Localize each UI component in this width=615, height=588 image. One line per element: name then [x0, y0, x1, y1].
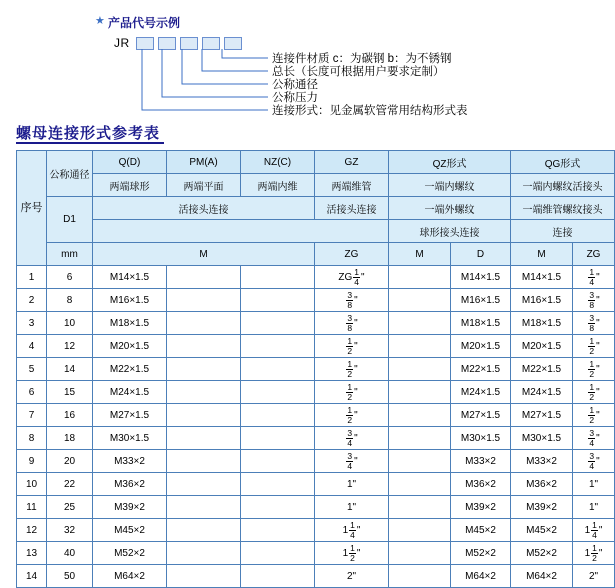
cell-pm: [167, 358, 241, 381]
cell-qg-m: M52×2: [511, 542, 573, 565]
cell-gz: 1 $\frac{1}{2}$ ": [315, 542, 389, 565]
cell-qz-d: M24×1.5: [451, 381, 511, 404]
header-sub-m: M: [93, 243, 315, 266]
cell-index: 6: [17, 381, 47, 404]
cell-qg-zg: 1": [573, 473, 615, 496]
cell-qg-zg: $\frac{3}{8}$ ": [573, 289, 615, 312]
cell-index: 1: [17, 266, 47, 289]
cell-index: 9: [17, 450, 47, 473]
cell-qz-d: M20×1.5: [451, 335, 511, 358]
header-q-desc: 两端球形: [93, 174, 167, 197]
cell-q: M22×1.5: [93, 358, 167, 381]
header-group-qg: QG形式: [511, 151, 615, 174]
cell-qz-d: M16×1.5: [451, 289, 511, 312]
header-d1: D1: [47, 197, 93, 243]
cell-qz-m: [389, 312, 451, 335]
cell-nz: [241, 266, 315, 289]
cell-gz: $\frac{3}{8}$ ": [315, 289, 389, 312]
table-row: [17, 519, 615, 542]
cell-index: 14: [17, 565, 47, 588]
cell-pm: [167, 289, 241, 312]
header-qz-desc: 一端内螺纹: [389, 174, 511, 197]
cell-gz: ZG $\frac{1}{4}$ ": [315, 266, 389, 289]
header-group-qz: QZ形式: [389, 151, 511, 174]
cell-qg-zg: $\frac{1}{2}$ ": [573, 358, 615, 381]
cell-qz-d: M45×2: [451, 519, 511, 542]
cell-qg-zg: 1 $\frac{1}{4}$ ": [573, 519, 615, 542]
cell-qz-m: [389, 404, 451, 427]
cell-index: 5: [17, 358, 47, 381]
header-group-nz: NZ(C): [241, 151, 315, 174]
cell-qg-zg: $\frac{3}{4}$ ": [573, 450, 615, 473]
cell-index: 2: [17, 289, 47, 312]
cell-pm: [167, 404, 241, 427]
table-row: [17, 496, 615, 519]
cell-nz: [241, 381, 315, 404]
spec-table-wrapper: [16, 150, 603, 588]
table-row: [17, 266, 615, 289]
cell-qg-zg: $\frac{1}{2}$ ": [573, 335, 615, 358]
table-row: [17, 450, 615, 473]
cell-qz-d: M30×1.5: [451, 427, 511, 450]
cell-dn: 6: [47, 266, 93, 289]
callout-nominal-pressure: 公称压力: [272, 92, 318, 104]
cell-dn: 40: [47, 542, 93, 565]
cell-dn: 50: [47, 565, 93, 588]
header-ball-joint: 球形接头连接: [389, 220, 511, 243]
cell-q: M64×2: [93, 565, 167, 588]
header-qz-thread: 一端外螺纹: [389, 197, 511, 220]
cell-qg-zg: $\frac{1}{4}$ ": [573, 266, 615, 289]
cell-pm: [167, 473, 241, 496]
header-nz-desc: 两端内维: [241, 174, 315, 197]
cell-pm: [167, 266, 241, 289]
cell-nz: [241, 312, 315, 335]
cell-dn: 16: [47, 404, 93, 427]
cell-qg-m: M16×1.5: [511, 289, 573, 312]
cell-qz-d: M27×1.5: [451, 404, 511, 427]
cell-nz: [241, 335, 315, 358]
cell-gz: 2": [315, 565, 389, 588]
cell-q: M39×2: [93, 496, 167, 519]
cell-index: 11: [17, 496, 47, 519]
table-row: [17, 335, 615, 358]
cell-nz: [241, 450, 315, 473]
cell-dn: 32: [47, 519, 93, 542]
cell-gz: $\frac{1}{2}$ ": [315, 381, 389, 404]
header-dn: 公称通径: [47, 151, 93, 197]
cell-q: M36×2: [93, 473, 167, 496]
code-prefix: JR: [114, 36, 130, 50]
cell-gz: 1": [315, 473, 389, 496]
cell-qg-m: M39×2: [511, 496, 573, 519]
cell-nz: [241, 427, 315, 450]
cell-dn: 12: [47, 335, 93, 358]
header-sub-zg: ZG: [315, 243, 389, 266]
cell-index: 12: [17, 519, 47, 542]
cell-qz-m: [389, 358, 451, 381]
cell-dn: 15: [47, 381, 93, 404]
cell-qg-m: M45×2: [511, 519, 573, 542]
header-sub-qg-m: M: [511, 243, 573, 266]
cell-q: M24×1.5: [93, 381, 167, 404]
callout-length: 总长（长度可根据用户要求定制）: [272, 66, 445, 78]
cell-gz: $\frac{3}{4}$ ": [315, 450, 389, 473]
cell-qg-m: M22×1.5: [511, 358, 573, 381]
cell-pm: [167, 427, 241, 450]
cell-qz-m: [389, 289, 451, 312]
cell-qz-m: [389, 519, 451, 542]
star-icon: ★: [95, 15, 105, 27]
cell-qz-m: [389, 266, 451, 289]
cell-gz: $\frac{3}{4}$ ": [315, 427, 389, 450]
cell-qz-m: [389, 450, 451, 473]
header-sub-qz-d: D: [451, 243, 511, 266]
cell-pm: [167, 542, 241, 565]
cell-pm: [167, 496, 241, 519]
cell-nz: [241, 289, 315, 312]
cell-dn: 25: [47, 496, 93, 519]
cell-qg-zg: 1": [573, 496, 615, 519]
cell-nz: [241, 358, 315, 381]
cell-qg-m: M27×1.5: [511, 404, 573, 427]
cell-q: M33×2: [93, 450, 167, 473]
cell-q: M27×1.5: [93, 404, 167, 427]
cell-qz-d: M64×2: [451, 565, 511, 588]
cell-qg-zg: $\frac{3}{8}$ ": [573, 312, 615, 335]
cell-nz: [241, 404, 315, 427]
cell-gz: 1 $\frac{1}{4}$ ": [315, 519, 389, 542]
section-underline: [16, 142, 164, 144]
cell-qg-m: M14×1.5: [511, 266, 573, 289]
cell-qz-m: [389, 335, 451, 358]
cell-index: 7: [17, 404, 47, 427]
cell-q: M16×1.5: [93, 289, 167, 312]
cell-q: M14×1.5: [93, 266, 167, 289]
callout-connection-type: 连接形式：见金属软管常用结构形式表: [272, 105, 468, 117]
cell-q: M30×1.5: [93, 427, 167, 450]
cell-nz: [241, 496, 315, 519]
cell-gz: $\frac{1}{2}$ ": [315, 335, 389, 358]
cell-qz-m: [389, 427, 451, 450]
header-group-pm: PM(A): [167, 151, 241, 174]
cell-gz: $\frac{1}{2}$ ": [315, 358, 389, 381]
table-row: [17, 565, 615, 588]
header-unit-mm: mm: [47, 243, 93, 266]
cell-qz-d: M14×1.5: [451, 266, 511, 289]
cell-qg-zg: $\frac{3}{4}$ ": [573, 427, 615, 450]
cell-gz: $\frac{1}{2}$ ": [315, 404, 389, 427]
cell-nz: [241, 519, 315, 542]
cell-qz-d: M22×1.5: [451, 358, 511, 381]
cell-pm: [167, 565, 241, 588]
cell-index: 4: [17, 335, 47, 358]
cell-qg-zg: 1 $\frac{1}{2}$ ": [573, 542, 615, 565]
cell-qz-m: [389, 381, 451, 404]
cell-qz-d: M39×2: [451, 496, 511, 519]
cell-pm: [167, 335, 241, 358]
diagram-title: 产品代号示例: [108, 16, 181, 30]
table-row: [17, 381, 615, 404]
header-group-q: Q(D): [93, 151, 167, 174]
cell-pm: [167, 381, 241, 404]
cell-dn: 20: [47, 450, 93, 473]
cell-qz-d: M36×2: [451, 473, 511, 496]
callout-material: 连接件材质 c：为碳钢 b：为不锈钢: [272, 53, 452, 65]
cell-index: 13: [17, 542, 47, 565]
header-blank-span: [93, 220, 389, 243]
table-row: [17, 358, 615, 381]
cell-qg-zg: $\frac{1}{2}$ ": [573, 404, 615, 427]
cell-q: M45×2: [93, 519, 167, 542]
cell-nz: [241, 473, 315, 496]
cell-dn: 8: [47, 289, 93, 312]
header-group-gz: GZ: [315, 151, 389, 174]
cell-index: 10: [17, 473, 47, 496]
cell-gz: $\frac{3}{8}$ ": [315, 312, 389, 335]
cell-qz-d: M52×2: [451, 542, 511, 565]
cell-dn: 14: [47, 358, 93, 381]
header-union-connection: 活接头连接: [93, 197, 315, 220]
callout-nominal-diameter: 公称通径: [272, 79, 318, 91]
cell-qg-m: M64×2: [511, 565, 573, 588]
cell-gz: 1": [315, 496, 389, 519]
cell-qg-m: M24×1.5: [511, 381, 573, 404]
header-gz-connection: 活接头连接: [315, 197, 389, 220]
cell-qg-m: M33×2: [511, 450, 573, 473]
cell-q: M52×2: [93, 542, 167, 565]
table-row: [17, 473, 615, 496]
spec-table-body: [17, 266, 615, 588]
header-gz-desc: 两端维管: [315, 174, 389, 197]
section-title: 螺母连接形式参考表: [16, 125, 161, 142]
cell-q: M18×1.5: [93, 312, 167, 335]
cell-qz-m: [389, 473, 451, 496]
cell-dn: 18: [47, 427, 93, 450]
cell-pm: [167, 450, 241, 473]
cell-pm: [167, 519, 241, 542]
cell-dn: 10: [47, 312, 93, 335]
cell-qz-d: M33×2: [451, 450, 511, 473]
product-code-diagram: [0, 0, 600, 120]
header-index-label: 序号: [20, 201, 43, 214]
header-sub-qz-m: M: [389, 243, 451, 266]
spec-table: [16, 150, 615, 588]
cell-qg-zg: 2": [573, 565, 615, 588]
cell-qz-m: [389, 496, 451, 519]
header-link: 连接: [511, 220, 615, 243]
cell-qz-m: [389, 565, 451, 588]
table-row: [17, 427, 615, 450]
table-row: [17, 312, 615, 335]
cell-qg-m: M20×1.5: [511, 335, 573, 358]
cell-qg-m: M36×2: [511, 473, 573, 496]
cell-qg-zg: $\frac{1}{2}$ ": [573, 381, 615, 404]
cell-dn: 22: [47, 473, 93, 496]
cell-index: 8: [17, 427, 47, 450]
cell-pm: [167, 312, 241, 335]
cell-nz: [241, 565, 315, 588]
table-row: [17, 289, 615, 312]
header-index: [17, 151, 47, 266]
header-sub-qg-zg: ZG: [573, 243, 615, 266]
cell-qz-m: [389, 542, 451, 565]
table-row: [17, 542, 615, 565]
header-qg-thread: 一端维管螺纹接头: [511, 197, 615, 220]
header-qg-desc: 一端内螺纹活接头: [511, 174, 615, 197]
header-pm-desc: 两端平面: [167, 174, 241, 197]
cell-qg-m: M30×1.5: [511, 427, 573, 450]
cell-q: M20×1.5: [93, 335, 167, 358]
cell-index: 3: [17, 312, 47, 335]
cell-qg-m: M18×1.5: [511, 312, 573, 335]
table-row: [17, 404, 615, 427]
cell-nz: [241, 542, 315, 565]
cell-qz-d: M18×1.5: [451, 312, 511, 335]
